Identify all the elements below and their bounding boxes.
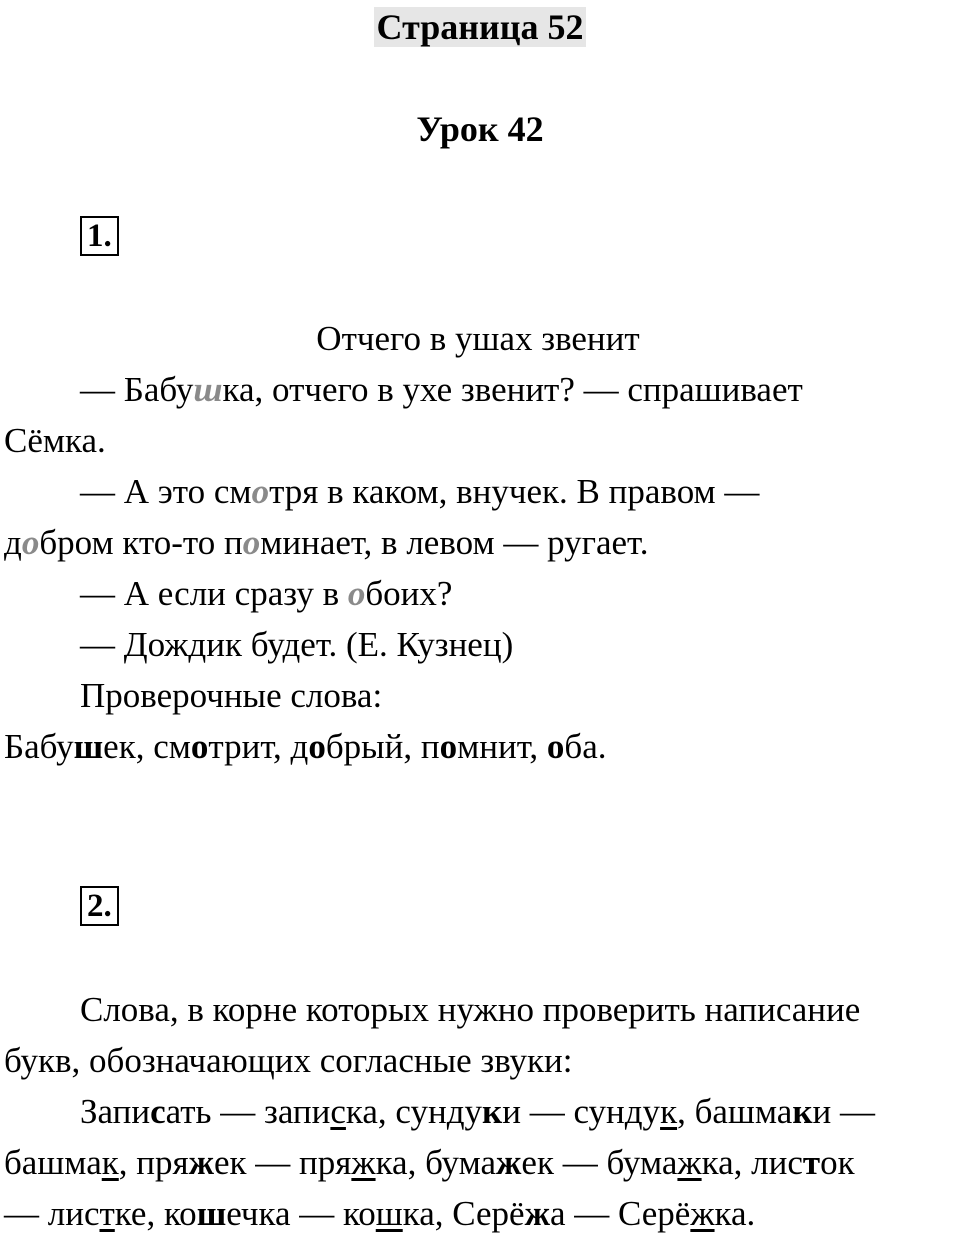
bold-letter: о (439, 727, 458, 766)
check-words-label: Проверочные слова: (80, 676, 383, 715)
bold-letter: ж (524, 1194, 550, 1233)
task-2-line-5: — листке, кошечка — кошка, Серёжа — Серёжка. (4, 1194, 756, 1233)
bold-letter: о (190, 727, 209, 766)
task-1-number: 1. (80, 216, 119, 256)
story-line-3: — А это смотря в каком, внучек. В правом — (80, 472, 760, 511)
story-line-4: добром кто-то поминает, в левом — ругает. (4, 523, 649, 562)
highlighted-letter: о (251, 472, 270, 511)
highlighted-letter: ш (193, 370, 223, 409)
task-2-line-2: букв, обозначающих согласные звуки: (4, 1041, 573, 1080)
underlined-letter: ж (690, 1194, 715, 1233)
task-2-text (4, 984, 952, 1239)
underlined-letter: ж (351, 1143, 376, 1182)
bold-letter: к (792, 1092, 813, 1131)
check-words-list: Бабушек, смотрит, добрый, помнит, оба. (4, 727, 607, 766)
task-2-line-3: Записать — записка, сундуки — сундук, башмаки — (80, 1092, 875, 1131)
task-2-line-4: башмак, пряжек — пряжка, бумажек — бумажка, листок (4, 1143, 855, 1182)
story-line-6: — Дождик будет. (Е. Кузнец) (80, 625, 514, 664)
underlined-letter: к (101, 1143, 119, 1182)
bold-letter: ш (196, 1194, 227, 1233)
bold-letter: т (802, 1143, 821, 1182)
underlined-letter: к (660, 1092, 678, 1131)
underlined-letter: т (99, 1194, 115, 1233)
bold-letter: с (150, 1092, 166, 1131)
bold-letter: ж (188, 1143, 214, 1182)
highlighted-letter: о (347, 574, 366, 613)
story-line-1: — Бабушка, отчего в ухе звенит? — спрашивает (80, 370, 803, 409)
bold-letter: к (482, 1092, 503, 1131)
bold-letter: ж (496, 1143, 522, 1182)
bold-letter: о (546, 727, 565, 766)
bold-letter: о (308, 727, 326, 766)
story-line-2: Сёмка. (4, 421, 106, 460)
highlighted-letter: о (21, 523, 40, 562)
page-heading-text: Страница 52 (374, 7, 587, 47)
page-heading (0, 6, 960, 48)
task-2-line-1: Слова, в корне которых нужно проверить написание (80, 990, 861, 1029)
highlighted-letter: о (242, 523, 261, 562)
underlined-letter: ж (677, 1143, 702, 1182)
underlined-letter: с (330, 1092, 346, 1131)
story-line-5: — А если сразу в обоих? (80, 574, 453, 613)
task-1-text (4, 313, 952, 772)
task-2-number: 2. (80, 886, 119, 926)
story-title: Отчего в ушах звенит (316, 319, 640, 358)
bold-letter: ш (73, 727, 104, 766)
underlined-letter: ш (375, 1194, 403, 1233)
lesson-title: Урок 42 (416, 109, 544, 149)
